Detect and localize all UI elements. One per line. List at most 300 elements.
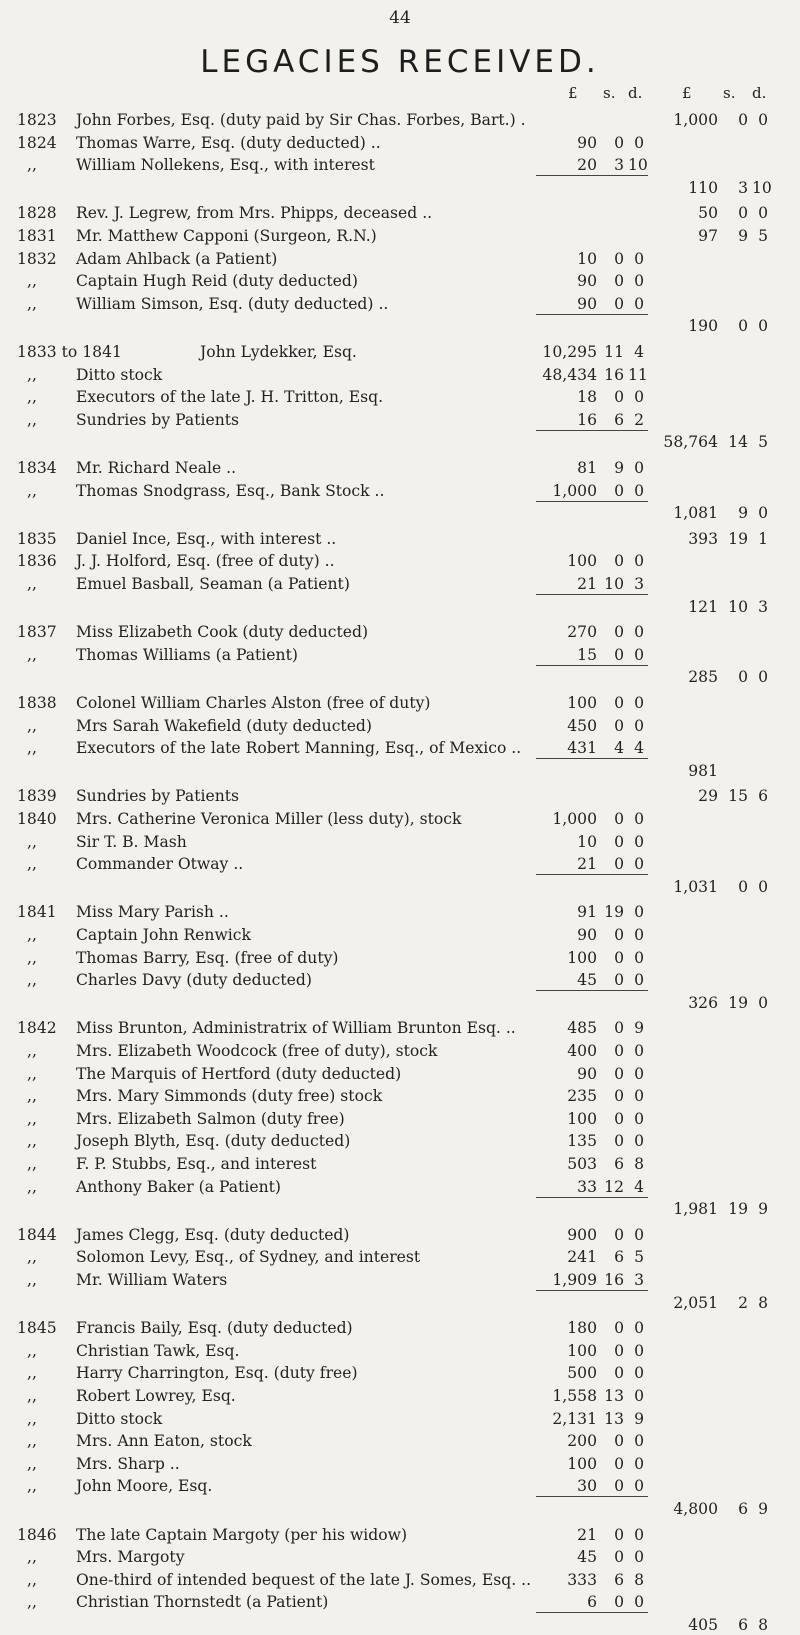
row-year: 1823 bbox=[17, 111, 57, 129]
amount-pounds: 100 bbox=[567, 552, 597, 571]
ledger-row bbox=[0, 854, 800, 874]
row-description: Ditto stock bbox=[76, 365, 163, 384]
row-description: Colonel William Charles Alston (free of duty) bbox=[76, 694, 431, 712]
total-pence: 8 bbox=[758, 1293, 768, 1312]
ledger-total-row bbox=[0, 503, 800, 523]
amount-shillings: 6 bbox=[614, 410, 624, 429]
total-shillings: 3 bbox=[738, 178, 748, 197]
subtotal-rule bbox=[536, 1496, 648, 1497]
ledger-row bbox=[0, 645, 800, 665]
amount-shillings: 0 bbox=[614, 1019, 624, 1038]
amount-pence: 3 bbox=[634, 1271, 644, 1289]
total-pounds: 190 bbox=[688, 317, 718, 336]
ledger-row bbox=[0, 1525, 800, 1545]
row-description: William Nollekens, Esq., with interest bbox=[76, 156, 375, 175]
amount-pounds: 235 bbox=[567, 1087, 597, 1106]
row-year: ,, bbox=[27, 1341, 37, 1360]
ledger-total-row bbox=[0, 877, 800, 897]
ledger-row bbox=[0, 110, 800, 130]
amount-pounds: 900 bbox=[567, 1225, 597, 1244]
amount-pence: 9 bbox=[634, 1409, 644, 1428]
ledger-row bbox=[0, 1570, 800, 1590]
total-pounds: 405 bbox=[688, 1616, 718, 1634]
row-description: Anthony Baker (a Patient) bbox=[76, 1177, 281, 1196]
total-pence: 9 bbox=[758, 1200, 768, 1219]
total-pounds: 121 bbox=[688, 597, 718, 616]
amount-shillings: 16 bbox=[604, 1271, 624, 1289]
row-year: 1831 bbox=[17, 227, 57, 245]
row-description: Christian Tawk, Esq. bbox=[76, 1341, 240, 1360]
amount-pence: 0 bbox=[634, 1477, 644, 1496]
total-pounds: 29 bbox=[698, 787, 718, 806]
row-year: 1838 bbox=[17, 694, 57, 712]
row-year: ,, bbox=[27, 1387, 37, 1405]
amount-pounds: 333 bbox=[567, 1570, 597, 1589]
total-shillings: 0 bbox=[738, 668, 748, 687]
row-description: Mrs. Elizabeth Salmon (duty free) bbox=[76, 1109, 345, 1128]
amount-shillings: 19 bbox=[604, 903, 624, 922]
amount-shillings: 0 bbox=[614, 810, 624, 828]
amount-pence: 2 bbox=[634, 410, 644, 429]
row-description: Executors of the late J. H. Tritton, Esq. bbox=[76, 388, 384, 407]
row-description: Emuel Basball, Seaman (a Patient) bbox=[76, 575, 350, 593]
amount-pence: 0 bbox=[634, 1432, 644, 1451]
row-year: ,, bbox=[27, 388, 37, 407]
amount-shillings: 6 bbox=[614, 1248, 624, 1267]
row-year: ,, bbox=[27, 1087, 37, 1106]
amount-pounds: 45 bbox=[577, 971, 597, 990]
total-shillings: 0 bbox=[738, 317, 748, 336]
total-shillings: 9 bbox=[738, 504, 748, 523]
total-shillings: 19 bbox=[728, 529, 748, 548]
amount-pounds: 10 bbox=[577, 249, 597, 268]
amount-shillings: 9 bbox=[614, 459, 624, 477]
amount-pence: 0 bbox=[634, 1064, 644, 1083]
ledger-row bbox=[0, 1341, 800, 1361]
amount-shillings: 11 bbox=[604, 343, 624, 361]
subtotal-rule bbox=[536, 1197, 648, 1198]
amount-pence: 0 bbox=[634, 971, 644, 990]
amount-shillings: 0 bbox=[614, 133, 624, 152]
amount-shillings: 0 bbox=[614, 623, 624, 642]
row-description: John Moore, Esq. bbox=[76, 1477, 213, 1496]
total-pence: 9 bbox=[758, 1500, 768, 1518]
ledger-row bbox=[0, 387, 800, 407]
amount-pounds: 48,434 bbox=[542, 365, 597, 384]
amount-pence: 0 bbox=[634, 1387, 644, 1405]
amount-pounds: 45 bbox=[577, 1548, 597, 1567]
amount-shillings: 0 bbox=[614, 1319, 624, 1338]
total-pounds: 97 bbox=[698, 227, 718, 245]
total-pounds: 326 bbox=[688, 993, 718, 1012]
amount-pence: 0 bbox=[634, 1525, 644, 1544]
row-description: Adam Ahlback (a Patient) bbox=[76, 249, 278, 268]
row-description: Sir T. B. Mash bbox=[76, 832, 187, 851]
amount-shillings: 4 bbox=[614, 739, 624, 758]
ledger-total-row bbox=[0, 178, 800, 198]
amount-shillings: 13 bbox=[604, 1387, 624, 1405]
ledger-row bbox=[0, 1064, 800, 1084]
amount-pence: 0 bbox=[634, 926, 644, 944]
ledger-row bbox=[0, 1454, 800, 1474]
amount-pence: 0 bbox=[634, 948, 644, 967]
amount-shillings: 0 bbox=[614, 1593, 624, 1612]
total-pence: 10 bbox=[752, 178, 772, 197]
ledger-row bbox=[0, 1547, 800, 1567]
amount-shillings: 0 bbox=[614, 694, 624, 712]
row-description: Captain Hugh Reid (duty deducted) bbox=[76, 272, 358, 291]
row-year: ,, bbox=[27, 1109, 37, 1128]
row-description: Mrs. Ann Eaton, stock bbox=[76, 1432, 252, 1451]
row-description: F. P. Stubbs, Esq., and interest bbox=[76, 1155, 317, 1173]
row-description: Commander Otway .. bbox=[76, 855, 244, 874]
row-year: 1834 bbox=[17, 459, 57, 477]
ledger-total-row bbox=[0, 667, 800, 687]
row-year: ,, bbox=[27, 1364, 37, 1383]
amount-pence: 5 bbox=[634, 1248, 644, 1267]
ledger-row bbox=[0, 622, 800, 642]
total-pounds: 981 bbox=[688, 761, 718, 780]
row-year: ,, bbox=[27, 1432, 37, 1451]
ledger-row bbox=[0, 1431, 800, 1451]
ledger-row bbox=[0, 294, 800, 314]
amount-shillings: 0 bbox=[614, 1432, 624, 1451]
ledger-row bbox=[0, 1318, 800, 1338]
ledger-row bbox=[0, 738, 800, 758]
row-year: 1836 bbox=[17, 552, 57, 571]
amount-shillings: 0 bbox=[614, 481, 624, 500]
row-description: Mrs. Elizabeth Woodcock (free of duty), stock bbox=[76, 1042, 438, 1060]
amount-pounds: 200 bbox=[567, 1432, 597, 1451]
total-pounds: 2,051 bbox=[673, 1293, 718, 1312]
amount-pence: 0 bbox=[634, 716, 644, 735]
amount-pounds: 6 bbox=[587, 1593, 597, 1612]
ledger-row bbox=[0, 1225, 800, 1245]
amount-pence: 0 bbox=[634, 459, 644, 477]
page-title: LEGACIES RECEIVED. bbox=[200, 44, 600, 80]
header-total-shillings: s. bbox=[723, 84, 736, 102]
row-year: ,, bbox=[27, 739, 37, 758]
amount-pounds: 90 bbox=[577, 926, 597, 944]
total-pounds: 393 bbox=[688, 529, 718, 548]
row-year: ,, bbox=[27, 926, 37, 944]
amount-pounds: 33 bbox=[577, 1177, 597, 1196]
subtotal-rule bbox=[536, 430, 648, 431]
row-year: ,, bbox=[27, 971, 37, 990]
amount-pence: 4 bbox=[634, 739, 644, 758]
row-description: Mr. William Waters bbox=[76, 1271, 228, 1289]
ledger-row bbox=[0, 249, 800, 269]
row-description: John Forbes, Esq. (duty paid by Sir Chas. Forbes, Bart.) . bbox=[76, 111, 526, 129]
row-year: ,, bbox=[27, 1064, 37, 1083]
row-year: 1841 bbox=[17, 903, 57, 922]
row-description: Thomas Barry, Esq. (free of duty) bbox=[76, 948, 339, 967]
amount-pence: 0 bbox=[634, 133, 644, 152]
row-description: Miss Mary Parish .. bbox=[76, 903, 229, 922]
subtotal-rule bbox=[536, 501, 648, 502]
amount-pounds: 100 bbox=[567, 1341, 597, 1360]
header-total-pounds: £ bbox=[682, 84, 692, 102]
ledger-row bbox=[0, 365, 800, 385]
total-pence: 0 bbox=[758, 504, 768, 523]
ledger-row bbox=[0, 1270, 800, 1290]
amount-shillings: 0 bbox=[614, 1132, 624, 1151]
row-year: ,, bbox=[27, 410, 37, 429]
row-description: Sundries by Patients bbox=[76, 410, 240, 429]
amount-pence: 3 bbox=[634, 575, 644, 593]
total-shillings: 10 bbox=[728, 597, 748, 616]
amount-pence: 0 bbox=[634, 1454, 644, 1473]
total-pence: 0 bbox=[758, 111, 768, 129]
row-description: One-third of intended bequest of the late J. Somes, Esq. .. bbox=[76, 1570, 532, 1589]
total-shillings: 2 bbox=[738, 1293, 748, 1312]
row-year: ,, bbox=[27, 832, 37, 851]
total-pence: 3 bbox=[758, 597, 768, 616]
amount-shillings: 3 bbox=[614, 156, 624, 175]
amount-shillings: 0 bbox=[614, 832, 624, 851]
amount-pounds: 90 bbox=[577, 1064, 597, 1083]
total-pounds: 285 bbox=[688, 668, 718, 687]
subtotal-rule bbox=[536, 1290, 648, 1291]
row-year: ,, bbox=[27, 481, 37, 500]
row-year: ,, bbox=[27, 1409, 37, 1428]
amount-pence: 0 bbox=[634, 832, 644, 851]
ledger-row bbox=[0, 1086, 800, 1106]
amount-pence: 0 bbox=[634, 694, 644, 712]
total-pounds: 110 bbox=[688, 178, 718, 197]
amount-shillings: 0 bbox=[614, 645, 624, 664]
amount-pounds: 450 bbox=[567, 716, 597, 735]
ledger-row bbox=[0, 832, 800, 852]
ledger-row bbox=[0, 809, 800, 829]
row-description: William Simson, Esq. (duty deducted) .. bbox=[76, 294, 389, 313]
row-year: ,, bbox=[27, 1271, 37, 1289]
ledger-row bbox=[0, 1409, 800, 1429]
subtotal-rule bbox=[536, 594, 648, 595]
ledger-row bbox=[0, 1476, 800, 1496]
amount-pounds: 135 bbox=[567, 1132, 597, 1151]
amount-shillings: 13 bbox=[604, 1409, 624, 1428]
amount-shillings: 0 bbox=[614, 1042, 624, 1060]
row-year: ,, bbox=[27, 1177, 37, 1196]
row-year: ,, bbox=[27, 1155, 37, 1173]
amount-pounds: 503 bbox=[567, 1155, 597, 1173]
ledger-row bbox=[0, 1154, 800, 1174]
amount-pounds: 180 bbox=[567, 1319, 597, 1338]
subtotal-rule bbox=[536, 1612, 648, 1613]
amount-pence: 0 bbox=[634, 1548, 644, 1567]
amount-shillings: 0 bbox=[614, 1087, 624, 1106]
row-description: The late Captain Margoty (per his widow) bbox=[76, 1525, 408, 1544]
amount-shillings: 16 bbox=[604, 365, 624, 384]
subtotal-rule bbox=[536, 874, 648, 875]
amount-pence: 0 bbox=[634, 1341, 644, 1360]
amount-pence: 4 bbox=[634, 1177, 644, 1196]
ledger-row bbox=[0, 155, 800, 175]
amount-shillings: 6 bbox=[614, 1570, 624, 1589]
amount-pence: 0 bbox=[634, 810, 644, 828]
amount-pounds: 100 bbox=[567, 694, 597, 712]
row-year: ,, bbox=[27, 1042, 37, 1060]
total-pence: 1 bbox=[758, 529, 768, 548]
amount-pounds: 1,000 bbox=[552, 481, 597, 500]
total-pounds: 1,981 bbox=[673, 1200, 718, 1219]
amount-pence: 0 bbox=[634, 1042, 644, 1060]
ledger-row bbox=[0, 902, 800, 922]
row-description: Francis Baily, Esq. (duty deducted) bbox=[76, 1319, 353, 1338]
ledger-row bbox=[0, 410, 800, 430]
total-shillings: 6 bbox=[738, 1500, 748, 1518]
header-shillings: s. bbox=[603, 84, 616, 102]
ledger-row bbox=[0, 342, 800, 362]
total-pounds: 50 bbox=[698, 204, 718, 223]
row-description: Thomas Warre, Esq. (duty deducted) .. bbox=[76, 133, 381, 152]
row-year: 1845 bbox=[17, 1319, 57, 1338]
amount-pence: 0 bbox=[634, 249, 644, 268]
amount-pounds: 20 bbox=[577, 156, 597, 175]
amount-shillings: 0 bbox=[614, 1454, 624, 1473]
total-pence: 5 bbox=[758, 227, 768, 245]
amount-shillings: 0 bbox=[614, 249, 624, 268]
header-pence: d. bbox=[628, 84, 643, 102]
amount-shillings: 0 bbox=[614, 1064, 624, 1083]
ledger-row bbox=[0, 925, 800, 945]
total-pounds: 4,800 bbox=[673, 1500, 718, 1518]
amount-pence: 8 bbox=[634, 1155, 644, 1173]
amount-pounds: 18 bbox=[577, 388, 597, 407]
amount-pounds: 16 bbox=[577, 410, 597, 429]
amount-pounds: 100 bbox=[567, 948, 597, 967]
total-pounds: 58,764 bbox=[663, 433, 718, 452]
row-description: Harry Charrington, Esq. (duty free) bbox=[76, 1364, 358, 1383]
row-description: Sundries by Patients bbox=[76, 787, 240, 806]
row-description: Christian Thornstedt (a Patient) bbox=[76, 1593, 329, 1612]
amount-pence: 0 bbox=[634, 552, 644, 571]
amount-pounds: 485 bbox=[567, 1019, 597, 1038]
amount-pounds: 1,000 bbox=[552, 810, 597, 828]
row-description: Executors of the late Robert Manning, Esq., of Mexico .. bbox=[76, 739, 522, 758]
total-pounds: 1,081 bbox=[673, 504, 718, 523]
row-description: Thomas Williams (a Patient) bbox=[76, 645, 298, 664]
row-description: Solomon Levy, Esq., of Sydney, and interest bbox=[76, 1248, 421, 1267]
total-pence: 8 bbox=[758, 1616, 768, 1634]
total-pence: 0 bbox=[758, 204, 768, 223]
row-year: 1828 bbox=[17, 204, 57, 223]
row-year: ,, bbox=[27, 855, 37, 874]
ledger-total-row bbox=[0, 432, 800, 452]
total-shillings: 19 bbox=[728, 993, 748, 1012]
ledger-total-row bbox=[0, 1615, 800, 1635]
ledger-row bbox=[0, 970, 800, 990]
row-description: Mrs. Sharp .. bbox=[76, 1454, 180, 1473]
amount-pounds: 100 bbox=[567, 1109, 597, 1128]
row-description: Thomas Snodgrass, Esq., Bank Stock .. bbox=[76, 481, 385, 500]
ledger-row bbox=[0, 133, 800, 153]
total-shillings: 0 bbox=[738, 111, 748, 129]
amount-pence: 0 bbox=[634, 1109, 644, 1128]
amount-pounds: 2,131 bbox=[552, 1409, 597, 1428]
amount-shillings: 0 bbox=[614, 1525, 624, 1544]
subtotal-rule bbox=[536, 665, 648, 666]
row-description: James Clegg, Esq. (duty deducted) bbox=[76, 1225, 350, 1244]
row-year: ,, bbox=[27, 1570, 37, 1589]
ledger-row bbox=[0, 481, 800, 501]
total-pence: 0 bbox=[758, 993, 768, 1012]
total-shillings: 9 bbox=[738, 227, 748, 245]
row-description: The Marquis of Hertford (duty deducted) bbox=[76, 1064, 402, 1083]
row-description: Rev. J. Legrew, from Mrs. Phipps, deceased .. bbox=[76, 204, 433, 223]
total-pence: 0 bbox=[758, 668, 768, 687]
amount-shillings: 6 bbox=[614, 1155, 624, 1173]
amount-pounds: 15 bbox=[577, 645, 597, 664]
amount-pence: 10 bbox=[628, 156, 648, 175]
row-year: ,, bbox=[27, 716, 37, 735]
ledger-total-row bbox=[0, 1293, 800, 1313]
amount-shillings: 0 bbox=[614, 272, 624, 291]
ledger-row bbox=[0, 1247, 800, 1267]
ledger-row bbox=[0, 458, 800, 478]
amount-pounds: 431 bbox=[567, 739, 597, 758]
ledger-row bbox=[0, 948, 800, 968]
amount-shillings: 0 bbox=[614, 388, 624, 407]
amount-pounds: 90 bbox=[577, 133, 597, 152]
amount-pounds: 90 bbox=[577, 272, 597, 291]
ledger-row bbox=[0, 693, 800, 713]
row-description: J. J. Holford, Esq. (free of duty) .. bbox=[76, 552, 335, 571]
ledger-row bbox=[0, 551, 800, 571]
total-shillings: 0 bbox=[738, 877, 748, 896]
row-description: Daniel Ince, Esq., with interest .. bbox=[76, 529, 337, 548]
row-year: ,, bbox=[27, 948, 37, 967]
amount-shillings: 0 bbox=[614, 294, 624, 313]
total-pence bbox=[752, 761, 768, 781]
subtotal-rule bbox=[536, 175, 648, 176]
amount-pounds: 241 bbox=[567, 1248, 597, 1267]
amount-shillings: 0 bbox=[614, 1364, 624, 1383]
row-year: ,, bbox=[27, 156, 37, 175]
row-description: Joseph Blyth, Esq. (duty deducted) bbox=[76, 1132, 351, 1151]
subtotal-rule bbox=[536, 758, 648, 759]
ledger-row bbox=[0, 529, 800, 549]
amount-shillings: 0 bbox=[614, 1341, 624, 1360]
amount-pence: 0 bbox=[634, 272, 644, 291]
row-description: Miss Brunton, Administratrix of William Brunton Esq. .. bbox=[76, 1019, 516, 1038]
row-description: Robert Lowrey, Esq. bbox=[76, 1387, 236, 1405]
ledger-row bbox=[0, 1018, 800, 1038]
amount-pounds: 90 bbox=[577, 294, 597, 313]
amount-pounds: 91 bbox=[577, 903, 597, 922]
amount-shillings: 0 bbox=[614, 716, 624, 735]
ledger-total-row bbox=[0, 1199, 800, 1219]
row-year: 1846 bbox=[17, 1525, 57, 1544]
row-year: ,, bbox=[27, 294, 37, 313]
amount-pence: 0 bbox=[634, 1364, 644, 1383]
total-shillings: 19 bbox=[728, 1200, 748, 1219]
total-shillings bbox=[722, 761, 748, 781]
ledger-row bbox=[0, 1363, 800, 1383]
amount-shillings: 0 bbox=[614, 552, 624, 571]
row-year: ,, bbox=[27, 1454, 37, 1473]
row-year: 1833 to 1841 bbox=[17, 343, 122, 361]
amount-pounds: 400 bbox=[567, 1042, 597, 1060]
total-pence: 0 bbox=[758, 317, 768, 336]
row-description: Mrs. Mary Simmonds (duty free) stock bbox=[76, 1087, 383, 1106]
amount-pence: 0 bbox=[634, 1087, 644, 1106]
ledger-row bbox=[0, 1592, 800, 1612]
amount-shillings: 0 bbox=[614, 1477, 624, 1496]
amount-pounds: 21 bbox=[577, 1525, 597, 1544]
ledger-total-row bbox=[0, 993, 800, 1013]
